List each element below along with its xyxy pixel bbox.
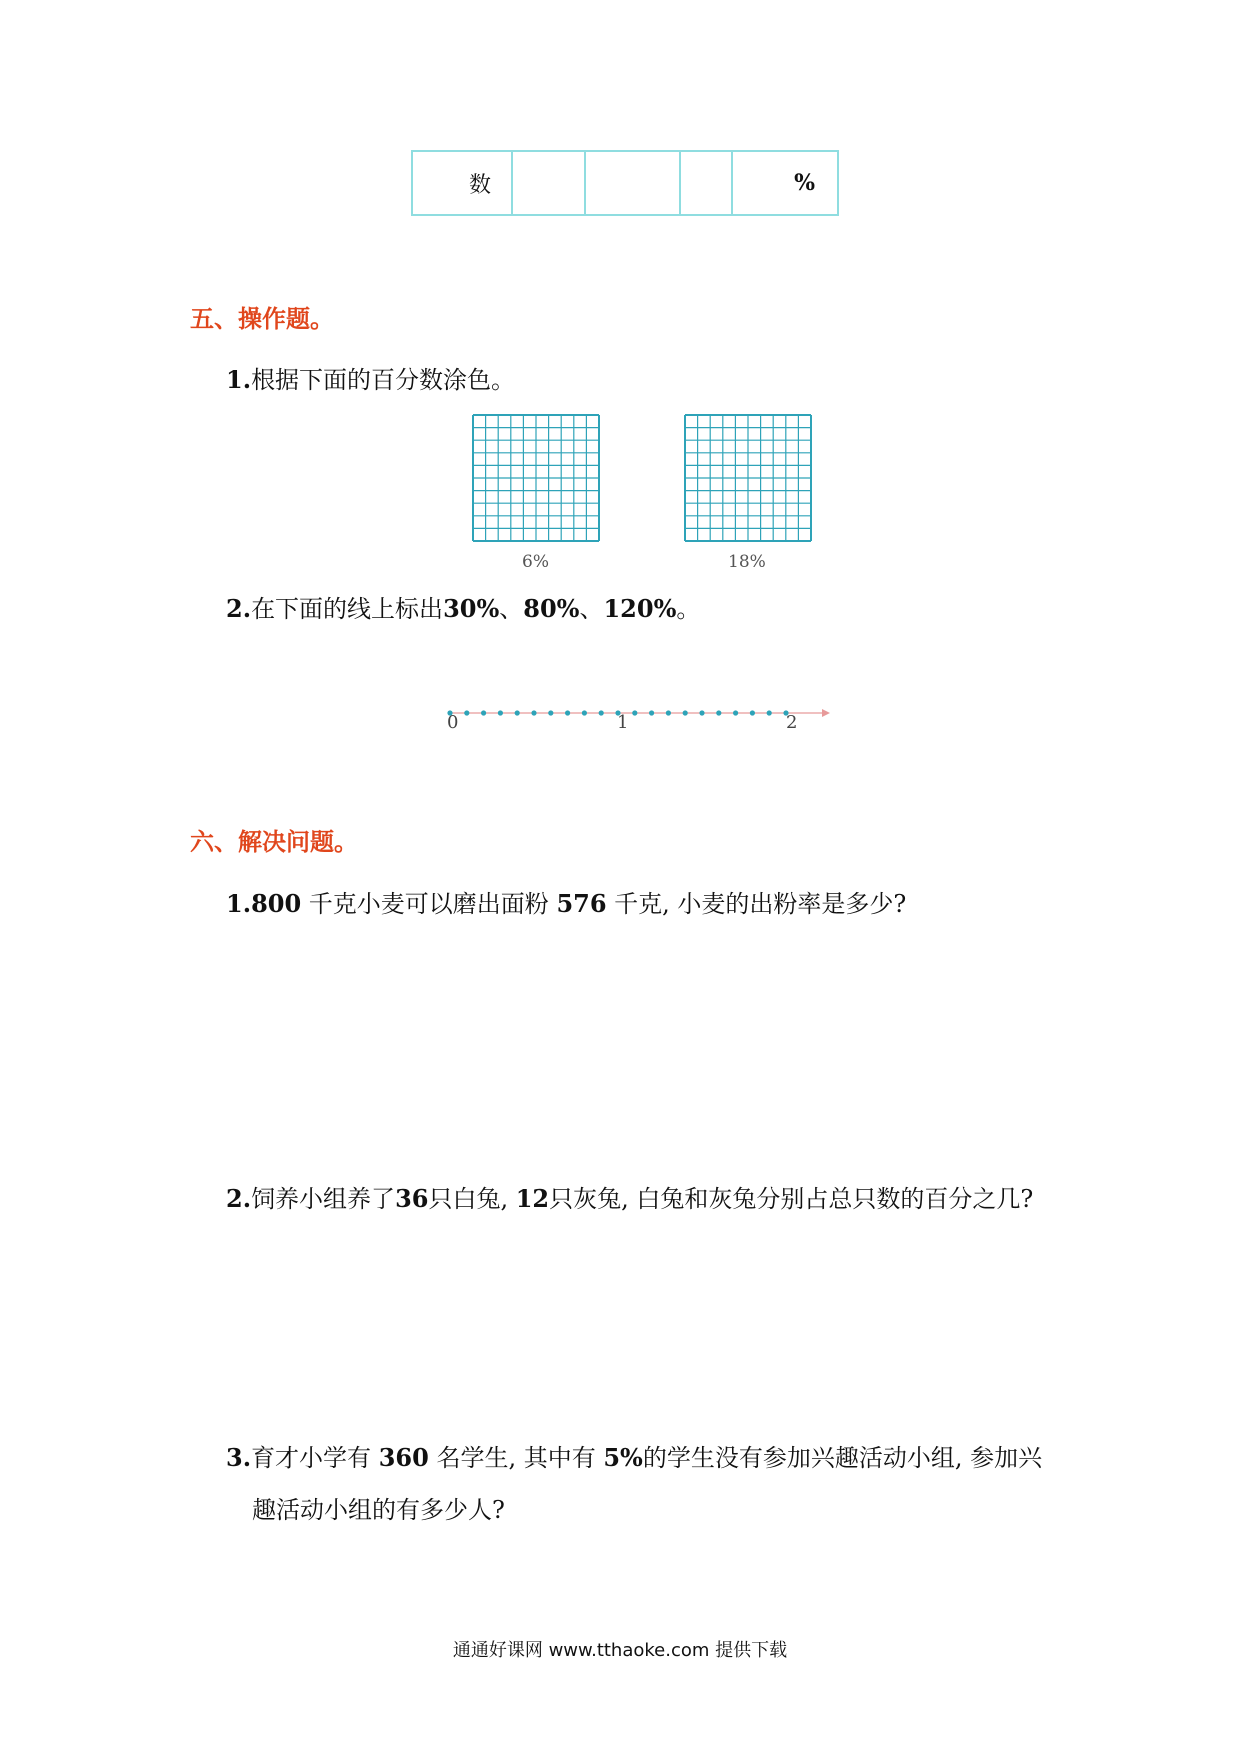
number-line-label-1: 1	[617, 712, 629, 733]
question-text: 育才小学有	[251, 1444, 379, 1472]
number-line-label-2: 2	[786, 712, 798, 733]
question-text: 名学生, 其中有	[428, 1444, 604, 1472]
grid-label-1: 6%	[522, 552, 549, 572]
number-line-point	[666, 710, 671, 715]
question-number: 2.	[226, 1184, 252, 1213]
question-6-3	[226, 1444, 1042, 1473]
number-line-point	[699, 710, 704, 715]
separator: 、	[579, 595, 604, 623]
table-cell	[681, 152, 733, 214]
question-text: 千克, 小麦的出粉率是多少?	[606, 890, 907, 918]
number-value: 12	[515, 1184, 550, 1213]
number-line[interactable]	[440, 700, 840, 740]
number-line-point	[464, 710, 469, 715]
question-text: 只灰兔, 白兔和灰兔分别占总只数的百分之几?	[549, 1185, 1034, 1213]
number-line-arrow	[822, 709, 830, 717]
question-number: 1.	[226, 365, 252, 394]
question-5-2	[226, 595, 700, 624]
question-number: 3.	[226, 1443, 252, 1472]
question-text: 千克小麦可以磨出面粉	[301, 890, 557, 918]
question-text: 在下面的线上标出	[251, 595, 444, 623]
number-line-point	[548, 710, 553, 715]
question-number: 2.	[226, 594, 252, 623]
section-title-operations: 五、操作题。	[190, 305, 334, 333]
percent-value: 30%	[443, 594, 500, 623]
number-value: 360	[378, 1443, 429, 1472]
number-line-point	[733, 710, 738, 715]
number-line-point	[565, 710, 570, 715]
number-line-point	[767, 710, 772, 715]
number-line-point	[531, 710, 536, 715]
question-6-1	[226, 890, 906, 919]
hundred-grid-1[interactable]	[472, 414, 600, 542]
question-text: 根据下面的百分数涂色。	[251, 366, 516, 394]
number-line-point	[498, 710, 503, 715]
number-line-point	[515, 710, 520, 715]
number-line-label-0: 0	[447, 712, 459, 733]
grid-label-2: 18%	[728, 552, 766, 572]
number-line-point	[632, 710, 637, 715]
number-line-point	[599, 710, 604, 715]
footer-text: 通通好课网 www.tthaoke.com 提供下载	[452, 1640, 788, 1661]
number-line-point	[649, 710, 654, 715]
number-line-point	[683, 710, 688, 715]
number-value: 576	[556, 889, 607, 918]
percent-value: 5%	[603, 1443, 643, 1472]
table-cell	[586, 152, 681, 214]
number-line-point	[582, 710, 587, 715]
punctuation: 。	[676, 595, 701, 623]
question-6-2	[226, 1185, 1033, 1214]
table-cell-percent: %	[794, 170, 815, 196]
question-text: 只白兔,	[428, 1185, 516, 1213]
data-table-row	[411, 150, 839, 216]
question-6-3-continued: 趣活动小组的有多少人?	[252, 1496, 505, 1524]
number-line-point	[481, 710, 486, 715]
hundred-grid-2[interactable]	[684, 414, 812, 542]
question-number: 1.	[226, 889, 252, 918]
table-cell	[513, 152, 586, 214]
percent-value: 120%	[603, 594, 677, 623]
section-title-problems: 六、解决问题。	[190, 828, 358, 856]
question-text: 的学生没有参加兴趣活动小组, 参加兴	[642, 1444, 1043, 1472]
percent-value: 80%	[523, 594, 580, 623]
separator: 、	[499, 595, 524, 623]
number-value: 36	[395, 1184, 429, 1213]
question-text: 饲养小组养了	[251, 1185, 396, 1213]
number-value: 800	[251, 889, 302, 918]
number-line-point	[716, 710, 721, 715]
number-line-point	[750, 710, 755, 715]
table-cell-label: 数	[413, 152, 513, 214]
question-5-1	[226, 366, 515, 395]
